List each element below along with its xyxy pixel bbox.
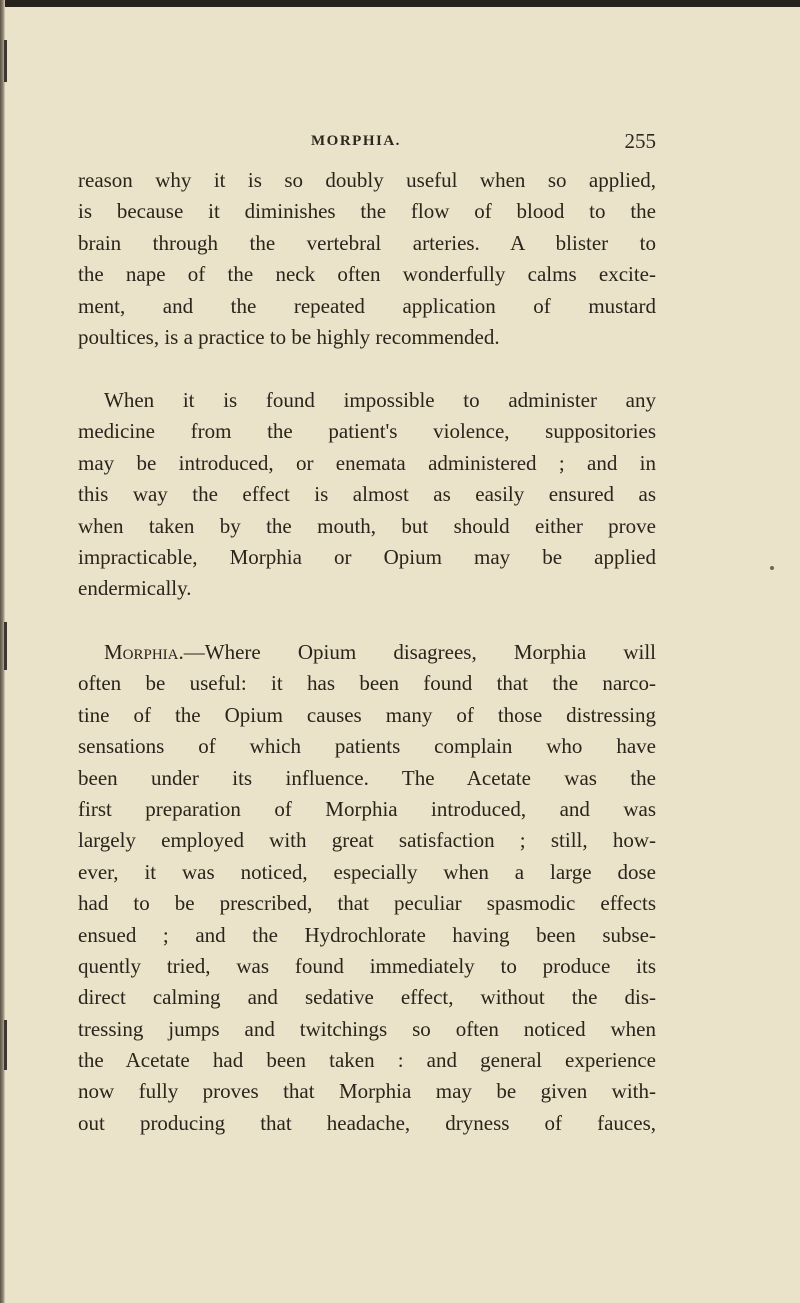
page-number: 255: [624, 129, 656, 153]
text-line: now fully proves that Morphia may be given with-: [78, 1079, 656, 1104]
text-line: out producing that headache, dryness of fauces,: [78, 1110, 656, 1135]
text-line: tine of the Opium causes many of those distressing: [78, 702, 656, 727]
text-line: sensations of which patients complain who have: [78, 734, 656, 759]
text-line: largely employed with great satisfaction ; still, how-: [78, 828, 656, 853]
text-line: when taken by the mouth, but should either prove: [78, 513, 656, 538]
text-line: been under its influence. The Acetate was the: [78, 765, 656, 790]
text-line: the nape of the neck often wonderfully calms excite-: [78, 262, 656, 287]
text-line: this way the effect is almost as easily ensured as: [78, 482, 656, 507]
text-line: quently tried, was found immediately to produce its: [78, 953, 656, 978]
text-line: first preparation of Morphia introduced, and was: [78, 796, 656, 821]
text-line: ment, and the repeated application of mustard: [78, 293, 656, 318]
paragraph-3: [78, 637, 656, 1139]
text-line: tressing jumps and twitchings so often noticed when: [78, 1016, 656, 1041]
text-line: reason why it is so doubly useful when so applied,: [78, 168, 656, 192]
text-line: often be useful: it has been found that the narco-: [78, 671, 656, 696]
text-line: ever, it was noticed, especially when a large dose: [78, 859, 656, 884]
binding-mark: [4, 1020, 7, 1070]
binding-mark: [4, 622, 7, 670]
text-line: direct calming and sedative effect, without the dis-: [78, 985, 656, 1010]
paragraph-2: [78, 385, 656, 605]
text-line: poultices, is a practice to be highly recommended.: [78, 324, 500, 349]
text-line: the Acetate had been taken : and general experience: [78, 1048, 656, 1073]
text-line: impracticable, Morphia or Opium may be applied: [78, 544, 656, 569]
text-line: brain through the vertebral arteries. A blister to: [78, 230, 656, 255]
running-head-title: MORPHIA.: [311, 133, 401, 149]
text-line: When it is found impossible to administer any: [104, 388, 656, 412]
book-page: [78, 0, 656, 1303]
text-line: is because it diminishes the flow of blood to the: [78, 199, 656, 224]
lead-line-rest: —Where Opium disagrees, Morphia will: [183, 640, 656, 664]
text-line: had to be prescribed, that peculiar spasmodic effects: [78, 891, 656, 916]
text-line: endermically.: [78, 576, 192, 601]
section-lead: Morphia.: [104, 640, 184, 664]
margin-speck: [770, 566, 774, 570]
text-line: [78, 637, 656, 668]
binding-mark: [4, 40, 7, 82]
text-line: medicine from the patient's violence, suppositories: [78, 419, 656, 444]
paragraph-1: [78, 165, 656, 353]
text-line: ensued ; and the Hydrochlorate having been subse-: [78, 922, 656, 947]
running-head: [78, 129, 656, 157]
text-line: may be introduced, or enemata administered ; and in: [78, 450, 656, 475]
